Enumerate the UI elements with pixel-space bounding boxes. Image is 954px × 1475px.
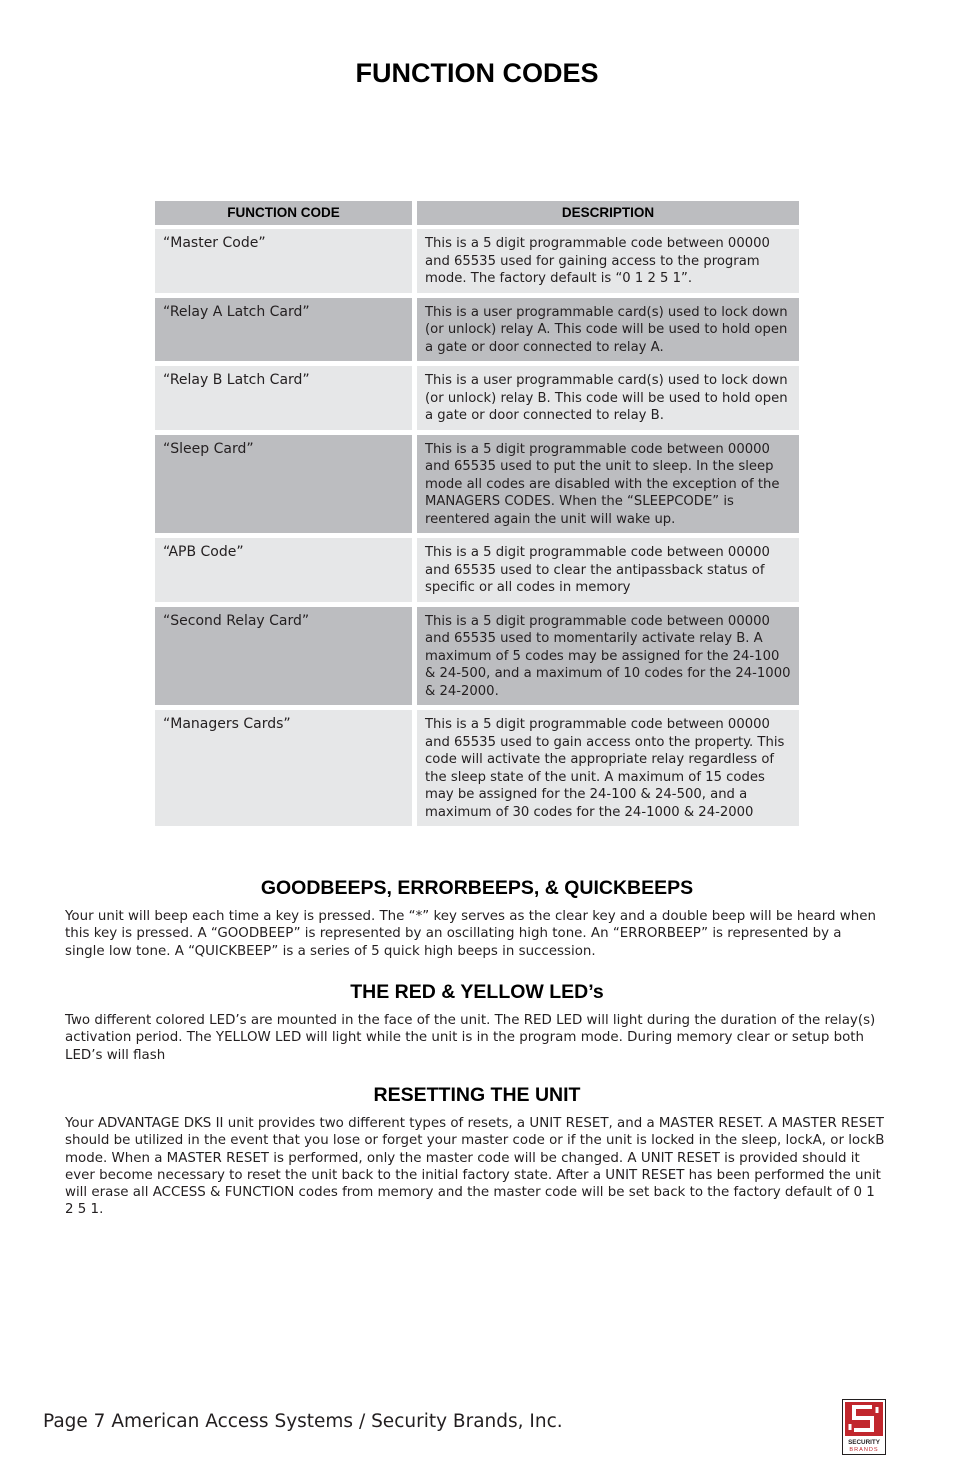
table-row [155,298,799,362]
beeps-heading: GOODBEEPS, ERRORBEEPS, & QUICKBEEPS [260,877,694,899]
table-row [155,710,799,826]
description-cell: This is a 5 digit programmable code between 00000 and 65535 used for gaining access to the program mode. The factory default is “0 1 2 5 1”. [417,229,799,293]
logo-text-security: SECURITY [848,1439,880,1446]
table-row [155,607,799,706]
leds-heading: THE RED & YELLOW LED’s [350,981,604,1003]
leds-paragraph: Two different colored LED’s are mounted in the face of the unit. The RED LED will light during the duration of the relay(s) activation period. The YELLOW LED will light while the unit is in the program mode. During memory clear or setup both LED’s will flash [65,1013,876,1063]
description-cell: This is a 5 digit programmable code between 00000 and 65535 used to momentarily activate relay B. A maximum of 5 codes may be assigned for the 24-100 & 24-500, and a maximum of 10 codes for the 24-1000 & 24-2000. [417,607,799,706]
function-code-cell: “Master Code” [155,229,412,293]
description-cell: This is a 5 digit programmable code between 00000 and 65535 used to gain access onto the property. This code will activate the appropriate relay regardless of the sleep state of the unit. A maximum of 15 codes may be assigned for the 24-100 & 24-500, and a maximum of 30 codes for the 24-1000 & 24-2000 [417,710,799,826]
table-row [155,435,799,534]
function-codes-table [155,201,799,831]
function-code-cell: “Relay B Latch Card” [155,366,412,430]
page-footer: Page 7 American Access Systems / Security Brands, Inc. [43,1411,563,1432]
function-code-cell: “Second Relay Card” [155,607,412,706]
logo-text-brands: BRANDS [849,1447,879,1453]
description-cell: This is a 5 digit programmable code between 00000 and 65535 used to put the unit to sleep. In the sleep mode all codes are disabled with the exception of the MANAGERS CODES. When the “SLEEPCODE” is reentered again the unit will wake up. [417,435,799,534]
table-row [155,366,799,430]
reset-heading: RESETTING THE UNIT [373,1084,581,1106]
function-code-cell: “Managers Cards” [155,710,412,826]
table-row [155,538,799,602]
description-cell: This is a user programmable card(s) used to lock down (or unlock) relay B. This code will be used to hold open a gate or door connected to relay B. [417,366,799,430]
header-function-code: FUNCTION CODE [155,201,412,225]
beeps-paragraph: Your unit will beep each time a key is pressed. The “*” key serves as the clear key and a double beep will be heard when this key is pressed. A “GOODBEEP” is represented by an oscillating high tone. An “ERRORBEEP” is represented by a single low tone. A “QUICKBEEP” is a series of 5 quick high beeps in succession. [65,909,876,959]
security-brands-logo [842,1399,886,1455]
function-code-cell: “Relay A Latch Card” [155,298,412,362]
description-cell: This is a 5 digit programmable code between 00000 and 65535 used to clear the antipassback status of specific or all codes in memory [417,538,799,602]
reset-paragraph: Your ADVANTAGE DKS II unit provides two different types of resets, a UNIT RESET, and a MASTER RESET. A MASTER RESET should be utilized in the event that you lose or forget your master code or if the unit is locked in the sleep, lockA, or lockB mode. When a MASTER RESET is performed, only the master code will be changed. A UNIT RESET is provided should it ever become necessary to reset the unit back to the initial factory state. After a UNIT RESET has been performed the unit will erase all ACCESS & FUNCTION codes from memory and the master code will be set back to the factory default of 0 1 2 5 1. [65,1116,885,1218]
table-header-row [155,201,799,225]
header-description: DESCRIPTION [417,201,799,225]
function-code-cell: “APB Code” [155,538,412,602]
page-title: FUNCTION CODES [355,58,599,88]
function-code-cell: “Sleep Card” [155,435,412,534]
table-row [155,229,799,293]
description-cell: This is a user programmable card(s) used to lock down (or unlock) relay A. This code will be used to hold open a gate or door connected to relay A. [417,298,799,362]
